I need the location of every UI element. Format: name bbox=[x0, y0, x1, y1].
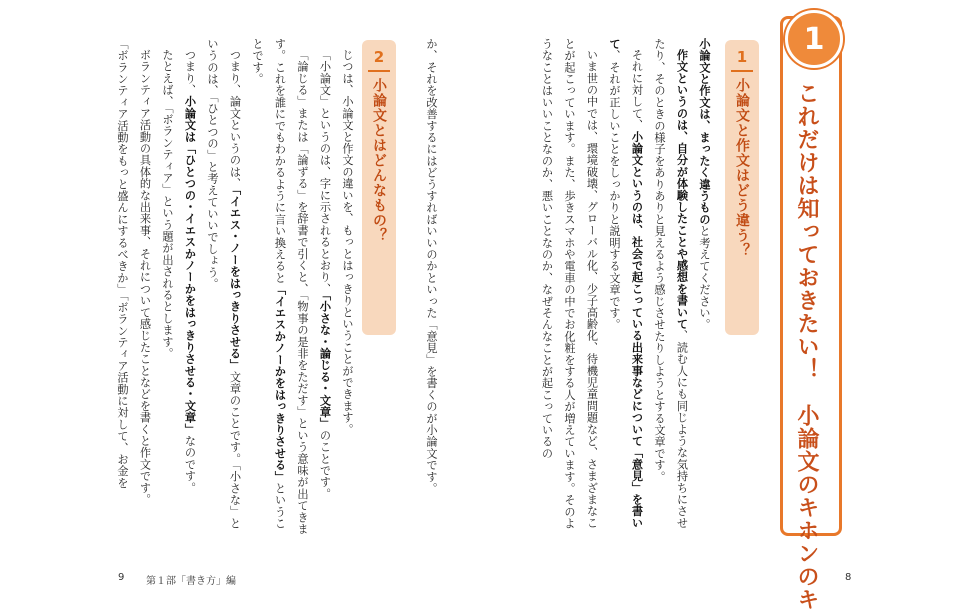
paragraph: たとえば、「ボランティア」という題が出されるとします。 bbox=[161, 49, 174, 360]
paragraph: か、それを改善するにはどうすればいいのかといった「意見」を書くのが小論文です。 bbox=[425, 38, 438, 495]
page-number-left: 9 bbox=[118, 572, 125, 583]
paragraph bbox=[201, 38, 246, 538]
bold-text: 「イエスかノーかをはっきりさせる」 bbox=[273, 283, 287, 483]
page-number-right: 8 bbox=[845, 572, 852, 583]
text: と考えてください。 bbox=[698, 225, 711, 331]
text: それに対して、 bbox=[630, 49, 644, 132]
paragraph bbox=[648, 38, 693, 538]
paragraph: いま世の中では、環境破壊、グローバル化、少子高齢化、待機児童問題など、さまざまなことが起こっています。また、歩きスマホや電車の中でお化粧をする人が増えています。そのようなことはいいことなのか、悪いことなのか、なぜそんなことが起こっているの bbox=[540, 38, 599, 530]
text: のことです。 bbox=[318, 429, 332, 500]
section-1-title: 小論文と作文はどう違う？ bbox=[734, 78, 750, 258]
section-2-title: 小論文とはどんなもの？ bbox=[371, 78, 387, 243]
section-1-heading bbox=[725, 40, 759, 335]
paragraph bbox=[178, 38, 201, 538]
text: ということです。 bbox=[251, 38, 287, 530]
section-divider bbox=[731, 70, 753, 72]
continuation-text bbox=[400, 38, 442, 538]
bold-text: 作文というのは、自分が体験したことや感想を書いて bbox=[675, 49, 689, 330]
text: 「論じる」または「論ずる」を辞書で引くと、「物事の是非をただす」という意味が出てきます。これを誰にでもわかるように言い換えると bbox=[273, 38, 309, 535]
section-divider bbox=[368, 70, 390, 72]
running-head: 第１部「書き方」編 bbox=[146, 576, 236, 587]
chapter-title: これだけは知っておきたい！ 小論文のキホンのキ bbox=[794, 82, 819, 611]
chapter-number-badge: 1 bbox=[785, 10, 843, 68]
text: 「小論文」というのは、字に示されるとおり、 bbox=[318, 49, 332, 295]
paragraph bbox=[313, 38, 336, 538]
bold-text: 小論文というのは、社会で起こっている出来事などについて「意見」を書いて bbox=[608, 38, 644, 529]
right-page bbox=[485, 0, 970, 611]
paragraph bbox=[693, 38, 716, 538]
section-1-number: 1 bbox=[736, 48, 748, 66]
paragraph: ボランティア活動の具体的な出来事、それについて感じたことなどを書くと作文です。 bbox=[138, 49, 152, 506]
text: 、読む人にも同じような気持ちにさせたり、そのときの様子をありありと見えるよう感じさせたりしようとする文章です。 bbox=[653, 38, 689, 529]
text: つまり、 bbox=[183, 49, 197, 96]
section-2-body bbox=[100, 38, 358, 538]
bold-text: 小論文は「ひとつの・イエスかノーかをはっきりさせる・文章」 bbox=[183, 96, 197, 436]
paragraph bbox=[246, 38, 314, 538]
text: 、それが正しいことをしっかりと説明する文章です。 bbox=[608, 49, 621, 331]
section-2-number: 2 bbox=[373, 48, 385, 66]
section-2-heading bbox=[362, 40, 396, 335]
text: 文章のことです。「小さな」というのは、「ひとつの」と考えていいでしょう。 bbox=[206, 38, 242, 530]
text: つまり、論文というのは、 bbox=[228, 49, 242, 190]
text: なのです。 bbox=[183, 435, 197, 494]
bold-text: 「小さな・論じる・文章」 bbox=[318, 294, 332, 430]
bold-text: 小論文と作文は、まったく違うもの bbox=[698, 38, 711, 226]
bold-text: 「イエス・ノーをはっきりさせる」 bbox=[228, 189, 242, 372]
paragraph: じつは、小論文と作文の違いを、もっとはっきりということができます。 bbox=[341, 49, 354, 436]
left-page bbox=[0, 0, 485, 600]
paragraph bbox=[603, 38, 648, 538]
section-1-body bbox=[525, 38, 715, 538]
paragraph: 「ボランティア活動をもっと盛んにするべきか」「ボランティア活動に対して、お金を bbox=[116, 38, 129, 489]
